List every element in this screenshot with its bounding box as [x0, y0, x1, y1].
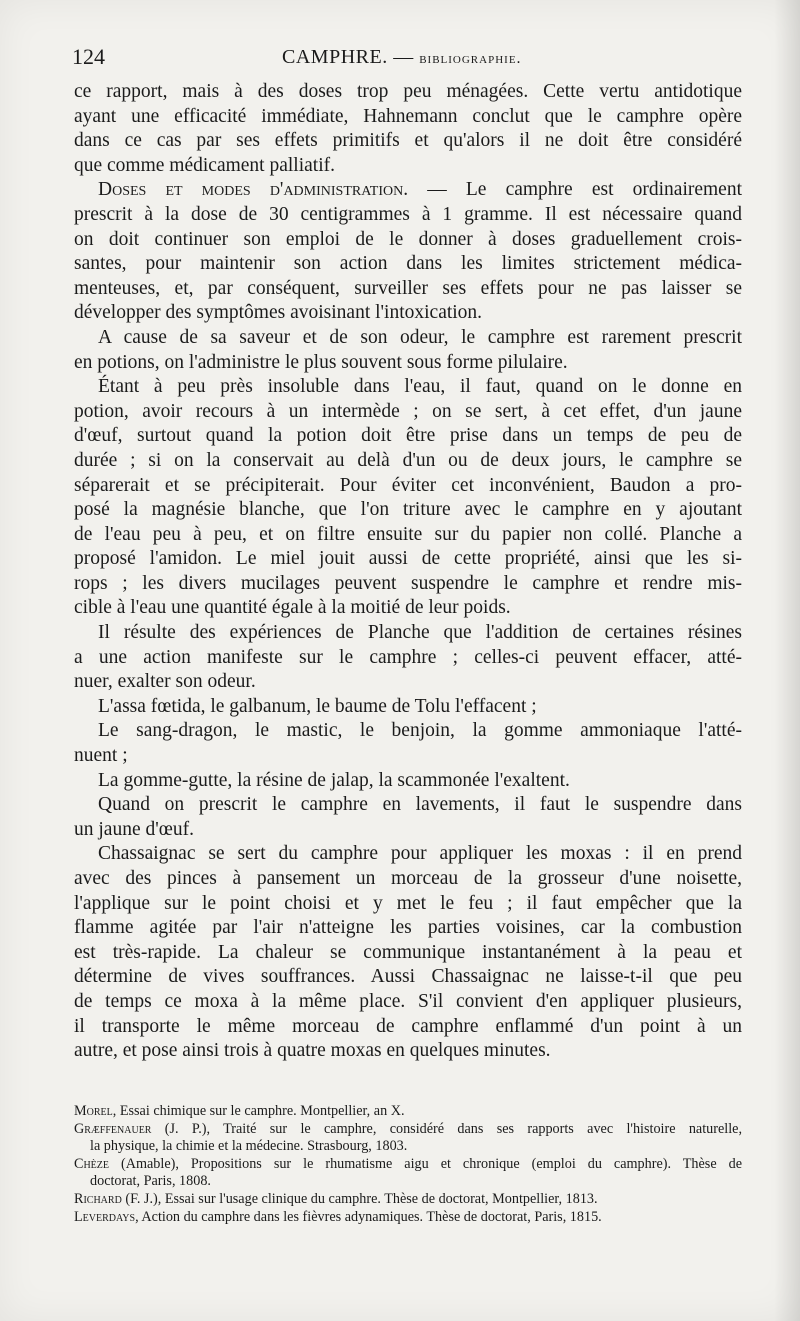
text-line: santes, pour maintenir son action dans les limites strictement médica-	[74, 253, 742, 275]
page-number: 124	[72, 44, 105, 69]
text-line: Il résulte des expériences de Planche que l'addition de certaines résines	[98, 622, 742, 644]
text-line: Chassaignac se sert du camphre pour appliquer les moxas : il en prend	[98, 843, 742, 865]
reference-text: Essai chimique sur le camphre. Montpellier, an X.	[116, 1103, 405, 1119]
running-title-sub: bibliographie.	[419, 50, 522, 67]
reference-text: (F. J.), Essai sur l'usage clinique du camphre. Thèse de doctorat, Montpellier, 1813.	[121, 1190, 598, 1207]
section-heading-line	[74, 178, 742, 203]
text-line: cible à l'eau une quantité égale à la moitié de leur poids.	[74, 597, 511, 619]
text-line: a une action manifeste sur le camphre ; celles-ci peuvent effacer, atté-	[74, 646, 742, 668]
page-edge-shadow	[774, 0, 800, 1321]
reference-entry	[74, 1156, 742, 1174]
reference-author: Leverdays,	[74, 1208, 139, 1225]
reference-continuation	[74, 1173, 742, 1191]
text-line: avec des pinces à pansement un morceau de la grosseur d'une noisette,	[74, 868, 742, 889]
page-header	[72, 44, 742, 74]
running-title	[282, 46, 522, 69]
text-line: d'œuf, surtout quand la potion doit être prise dans un temps de peu de	[74, 425, 742, 447]
reference-author: Morel,	[74, 1103, 117, 1119]
text-line: Étant à peu près insoluble dans l'eau, il faut, quand on le donne en	[98, 376, 742, 398]
reference-text: la physique, la chimie et la médecine. Strasbourg, 1803.	[90, 1138, 408, 1155]
reference-author: Chèze	[74, 1155, 110, 1172]
text-line: L'assa fœtida, le galbanum, le baume de Tolu l'effacent ;	[98, 695, 537, 717]
text-line: Quand on prescrit le camphre en lavements, il faut le suspendre dans	[98, 794, 742, 816]
text-line: rops ; les divers mucilages peuvent suspendre le camphre et rendre mis-	[74, 572, 742, 594]
text-line: La gomme-gutte, la résine de jalap, la scammonée l'exaltent.	[98, 769, 570, 791]
text-line: nuer, exalter son odeur.	[74, 671, 256, 693]
text-line: ce rapport, mais à des doses trop peu ménagées. Cette vertu antidotique	[74, 81, 742, 102]
text-line: dans ce cas par ses effets primitifs et qu'alors il ne doit être considéré	[74, 130, 742, 152]
text-line: — Le camphre est ordinairement	[427, 179, 743, 201]
text-line: A cause de sa saveur et de son odeur, le camphre est rarement prescrit	[98, 326, 742, 348]
text-line: prescrit à la dose de 30 centigrammes à 1 gramme. Il est nécessaire quand	[74, 203, 742, 225]
reference-text: doctorat, Paris, 1808.	[90, 1173, 211, 1190]
reference-text: (Amable), Propositions sur le rhumatisme aigu et chronique (emploi du camphre). Thèse de	[109, 1155, 742, 1172]
text-line: durée ; si on la conservait au delà d'un ou de deux jours, le camphre se	[74, 449, 742, 471]
text-line: autre, et pose ainsi trois à quatre moxas en quelques minutes.	[74, 1040, 551, 1062]
text-line: on doit continuer son emploi de le donner à doses graduellement crois-	[74, 228, 742, 250]
text-line: séparerait et se précipiterait. Pour éviter cet inconvénient, Baudon a pro-	[74, 474, 742, 496]
reference-author: Richard	[74, 1190, 122, 1207]
reference-text: Action du camphre dans les fièvres adynamiques. Thèse de doctorat, Paris, 1815.	[138, 1208, 602, 1225]
text-line: ayant une efficacité immédiate, Hahnemann conclut que le camphre opère	[74, 105, 742, 127]
text-line: il transporte le même morceau de camphre enflammé d'un point à un	[74, 1015, 742, 1037]
text-line: l'applique sur le point choisi et y met le feu ; il faut empêcher que la	[74, 892, 742, 914]
text-line: que comme médicament palliatif.	[74, 154, 335, 176]
text-line: Le sang-dragon, le mastic, le benjoin, la gomme ammoniaque l'atté-	[98, 720, 742, 742]
text-line: posé la magnésie blanche, que l'on triture avec le camphre en y ajoutant	[74, 499, 742, 521]
section-heading: Doses et modes d'administration.	[98, 179, 409, 201]
reference-entry	[74, 1103, 742, 1121]
reference-text: (J. P.), Traité sur le camphre, considéré dans ses rapports avec l'histoire naturelle,	[151, 1120, 742, 1137]
reference-entry	[74, 1209, 742, 1227]
text-line: détermine de vives souffrances. Aussi Chassaignac ne laisse-t-il que peu	[74, 966, 742, 988]
text-line: est très-rapide. La chaleur se communique instantanément à la peau et	[74, 941, 742, 963]
text-line: en potions, on l'administre le plus souvent sous forme pilulaire.	[74, 351, 568, 373]
text-line: potion, avoir recours à un intermède ; on se sert, à cet effet, d'un jaune	[74, 400, 742, 422]
text-line: développer des symptômes avoisinant l'intoxication.	[74, 302, 483, 324]
running-title-main: CAMPHRE. —	[282, 46, 414, 68]
text-line: menteuses, et, par conséquent, surveiller ses effets pour ne pas laisser se	[74, 277, 742, 299]
reference-entry	[74, 1121, 742, 1139]
reference-entry	[74, 1191, 742, 1209]
text-line: de temps ce moxa à la même place. S'il convient d'en appliquer plusieurs,	[74, 990, 742, 1012]
text-line: de l'eau peu à peu, et on filtre ensuite sur du papier non collé. Planche a	[74, 523, 742, 545]
text-line: flamme agitée par l'air n'atteigne les parties voisines, car la combustion	[74, 917, 742, 939]
text-line: nuent ;	[74, 745, 128, 767]
text-line: un jaune d'œuf.	[74, 818, 194, 840]
reference-author: Græffenauer	[74, 1120, 152, 1137]
text-line: proposé l'amidon. Le miel jouit aussi de cette propriété, ainsi que les si-	[74, 548, 742, 570]
bibliography	[74, 1103, 742, 1226]
body-text	[74, 80, 742, 1064]
reference-continuation	[74, 1138, 742, 1156]
